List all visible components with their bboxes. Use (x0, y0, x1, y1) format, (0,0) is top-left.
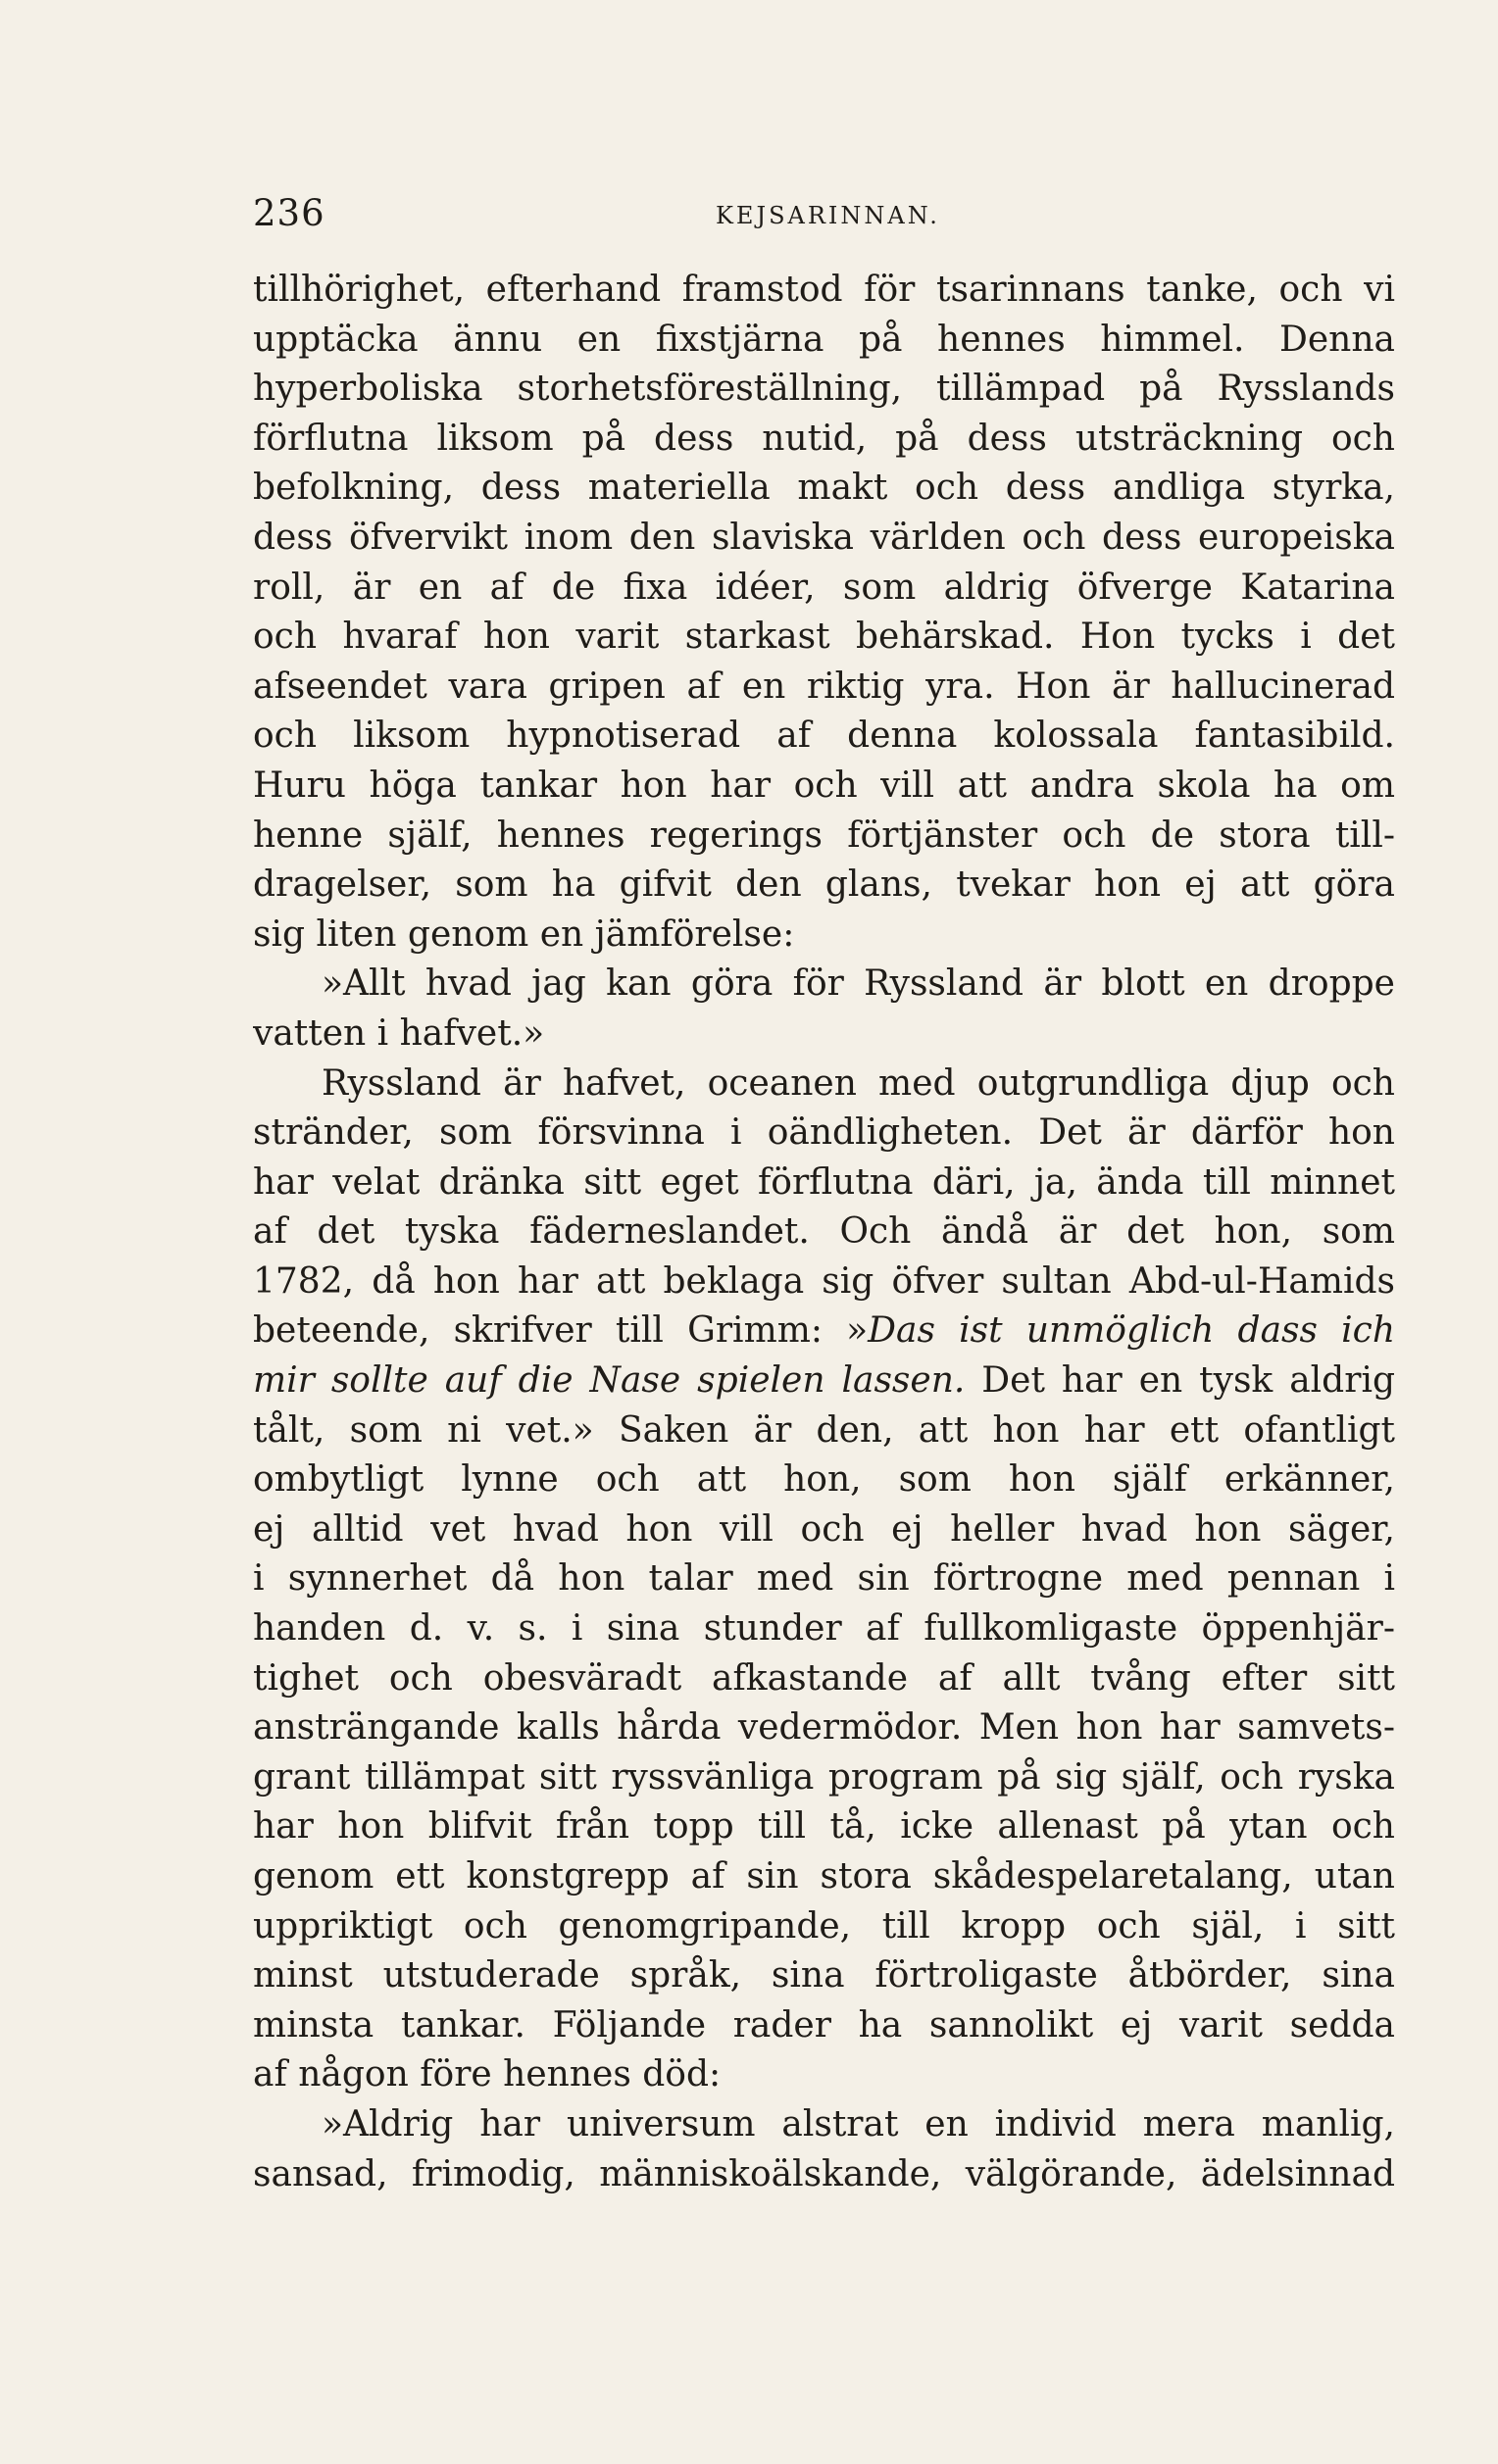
text-line: upptäcka ännu en fixstjärna på hennes himmel. Denna (253, 319, 1395, 360)
text-line: och liksom hypnotiserad af denna kolossala fantasibild. (253, 715, 1395, 757)
text-line: 1782, då hon har att beklaga sig öfver sultan Abd-ul-Hamids (253, 1260, 1395, 1302)
text-line (253, 1356, 1395, 1406)
text-line: hyperboliska storhetsföreställning, tillämpad på Rysslands (253, 369, 1395, 410)
text-line (253, 1306, 1395, 1356)
text-line: i synnerhet då hon talar med sin förtrogne med pennan i (253, 1558, 1395, 1600)
text-line: henne själf, hennes regerings förtjänster och de stora till- (253, 814, 1395, 856)
page-number: 236 (253, 192, 325, 234)
italic-quote: mir sollte auf die Nase spielen lassen. (253, 1360, 966, 1402)
text-line: »Allt hvad jag kan göra för Ryssland är blott en droppe (322, 963, 1395, 1005)
text-run: Det har en tysk aldrig (965, 1360, 1395, 1402)
text-line: ombytligt lynne och att hon, som hon själf erkänner, (253, 1459, 1395, 1501)
text-line: sig liten genom en jämförelse: (253, 913, 795, 955)
text-line: stränder, som försvinna i oändligheten. Det är därför hon (253, 1112, 1395, 1154)
text-line: afseendet vara gripen af en riktig yra. Hon är hallucinerad (253, 665, 1395, 707)
text-line: »Aldrig har universum alstrat en individ mera manlig, (322, 2103, 1395, 2144)
text-line: minst utstuderade språk, sina förtroligaste åtbörder, sina (253, 1955, 1395, 1996)
text-line: förflutna liksom på dess nutid, på dess utsträckning och (253, 418, 1395, 459)
text-line: ansträngande kalls hårda vedermödor. Men hon har samvets- (253, 1707, 1395, 1749)
italic-quote: Das ist unmöglich dass ich (868, 1310, 1395, 1352)
text-line: vatten i hafvet.» (253, 1012, 545, 1054)
text-line: och hvaraf hon varit starkast behärskad. Hon tycks i det (253, 616, 1395, 658)
text-line: sansad, frimodig, människoälskande, välgörande, ädelsinnad (253, 2153, 1395, 2194)
text-line: dragelser, som ha gifvit den glans, tvekar hon ej att göra (253, 864, 1395, 906)
body-text (253, 266, 1395, 2199)
text-line: uppriktigt och genomgripande, till kropp och själ, i sitt (253, 1905, 1395, 1947)
text-line: tighet och obesväradt afkastande af allt tvång efter sitt (253, 1657, 1395, 1699)
text-run: beteende, skrifver till Grimm: » (253, 1310, 869, 1352)
text-line: ej alltid vet hvad hon vill och ej heller hvad hon säger, (253, 1508, 1395, 1550)
text-line: Ryssland är hafvet, oceanen med outgrundliga djup och (322, 1062, 1395, 1104)
text-line: minsta tankar. Följande rader ha sannolikt ej varit sedda (253, 2004, 1395, 2045)
text-line: dess öfvervikt inom den slaviska världen och dess europeiska (253, 517, 1395, 558)
text-line: grant tillämpat sitt ryssvänliga program på sig själf, och ryska (253, 1756, 1395, 1798)
text-line: Huru höga tankar hon har och vill att andra skola ha om (253, 764, 1395, 806)
text-line: roll, är en af de fixa idéer, som aldrig öfverge Katarina (253, 567, 1395, 608)
text-line: befolkning, dess materiella makt och dess andliga styrka, (253, 468, 1395, 509)
text-line: tålt, som ni vet.» Saken är den, att hon har ett ofantligt (253, 1409, 1395, 1451)
running-head: KEJSARINNAN. (716, 202, 940, 229)
text-line: har hon blifvit från topp till tå, icke allenast på ytan och (253, 1806, 1395, 1848)
text-line: genom ett konstgrepp af sin stora skådespelaretalang, utan (253, 1856, 1395, 1897)
text-line: har velat dränka sitt eget förflutna däri, ja, ända till minnet (253, 1161, 1395, 1203)
page-header (253, 192, 1395, 241)
text-line: af någon före hennes död: (253, 2054, 722, 2095)
text-line: af det tyska fäderneslandet. Och ändå är det hon, som (253, 1211, 1395, 1253)
text-line: tillhörighet, efterhand framstod för tsarinnans tanke, och vi (253, 270, 1395, 310)
text-line: handen d. v. s. i sina stunder af fullkomligaste öppenhjär- (253, 1608, 1395, 1650)
